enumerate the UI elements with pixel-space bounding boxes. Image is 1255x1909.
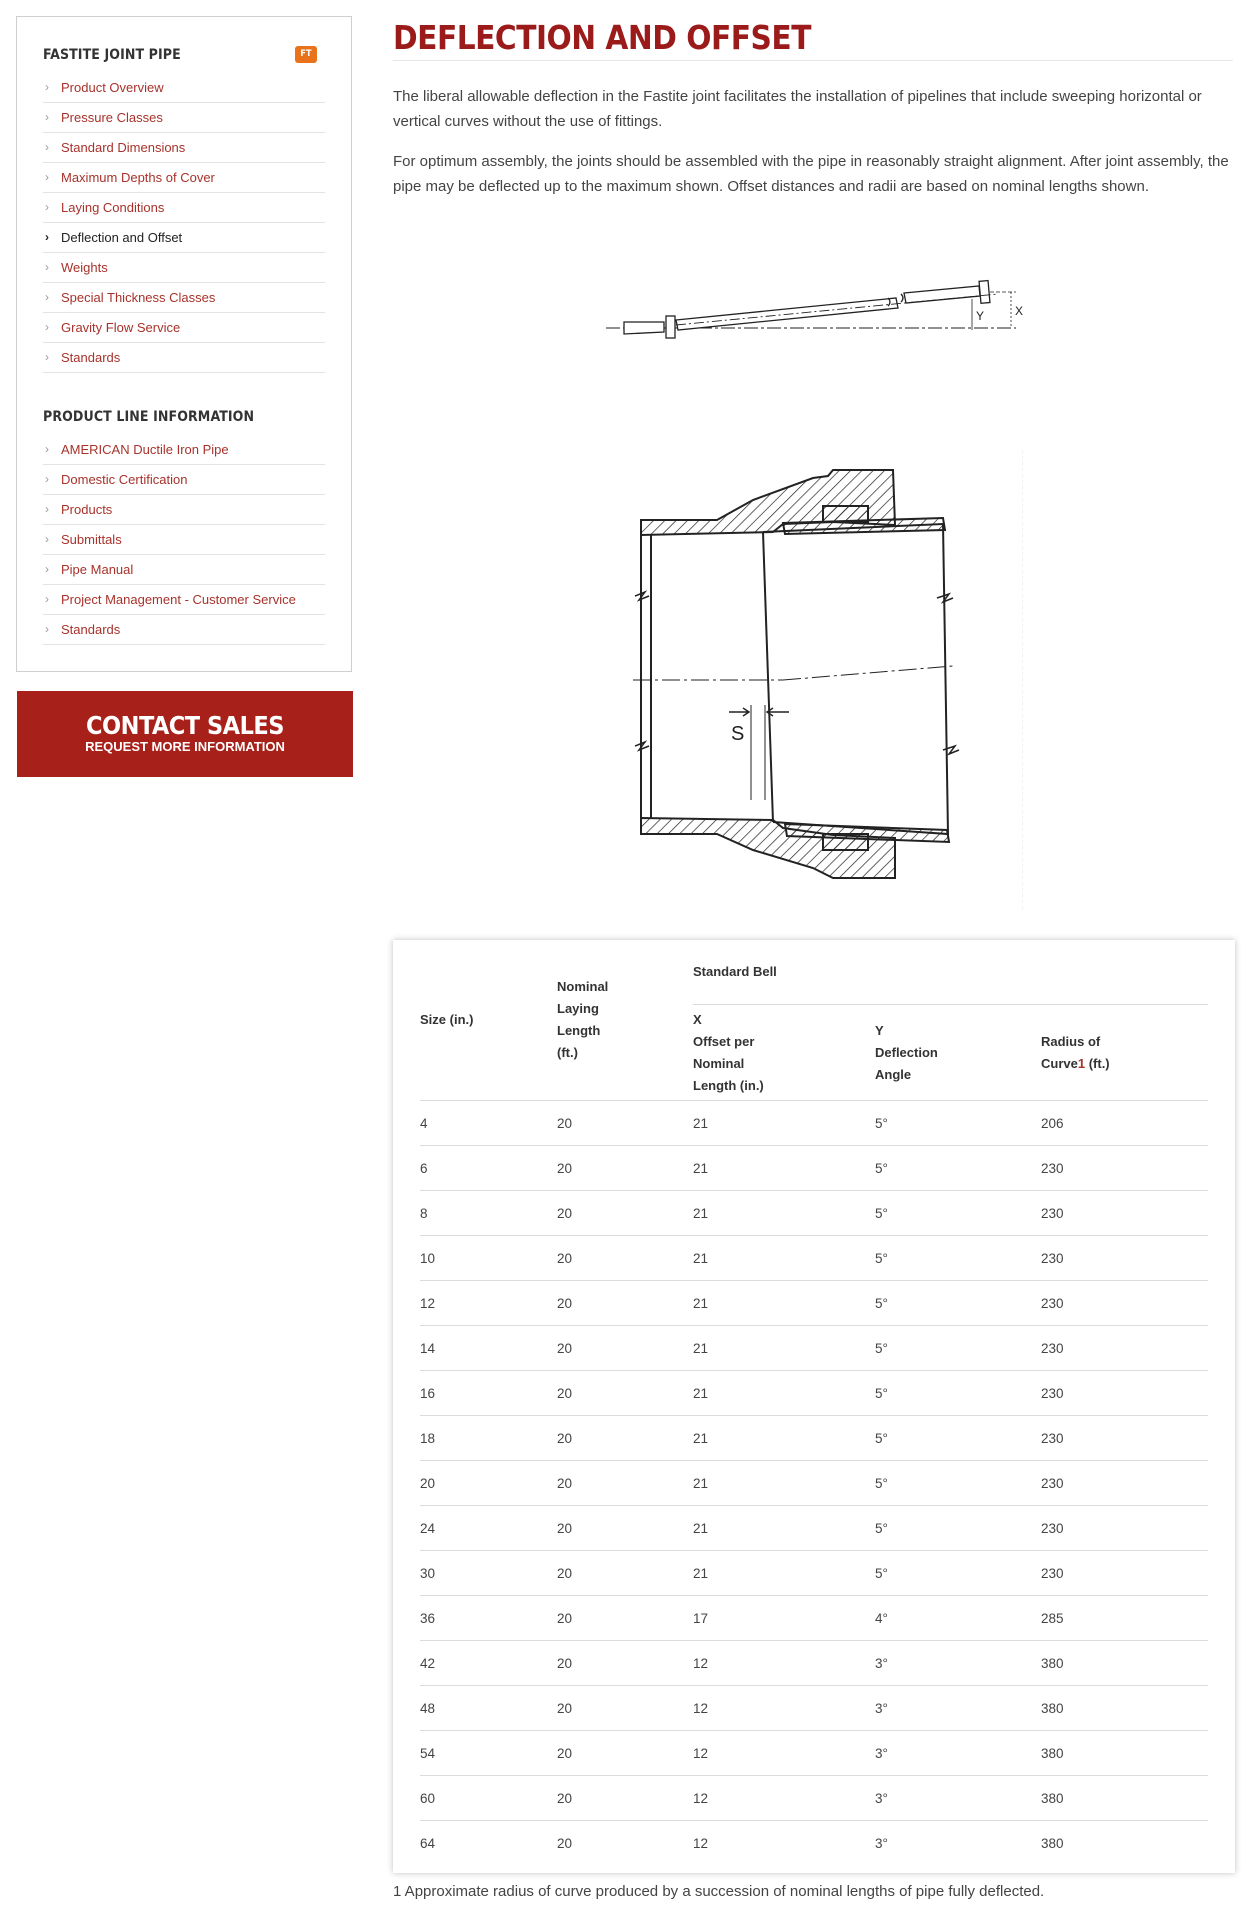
col-header-offset-text: Offset per Nominal Length (in.) [693, 1033, 764, 1093]
cell-angle: 3° [875, 1776, 1041, 1821]
chevron-right-icon: › [45, 622, 49, 636]
sidebar-item-pipe-manual[interactable] [43, 555, 325, 585]
intro-paragraph: The liberal allowable deflection in the Fastite joint facilitates the installation of pipelines that include sweeping horizontal or vertical curves without the use of fittings. [393, 88, 1202, 130]
cell-length: 20 [557, 1641, 693, 1686]
sidebar-item-maximum-depths-of-cover[interactable] [43, 163, 325, 193]
sidebar-item-product-overview[interactable] [43, 73, 325, 103]
chevron-right-icon: › [45, 140, 49, 154]
table-row [420, 1101, 1208, 1146]
cell-length: 20 [557, 1371, 693, 1416]
cell-length: 20 [557, 1731, 693, 1776]
table-body [420, 1101, 1208, 1866]
cell-size: 16 [420, 1371, 557, 1416]
table-row [420, 1236, 1208, 1281]
assembly-paragraph: For optimum assembly, the joints should be assembled with the pipe in reasonably straight alignment. After joint assembly, the pipe may be deflected up to the maximum shown. Offset distances and radii are based on nominal lengths shown. [393, 153, 1229, 195]
cell-length: 20 [557, 1101, 693, 1146]
fastite-badge-icon: FT [295, 46, 317, 63]
table-row [420, 1731, 1208, 1776]
cell-offset: 21 [693, 1281, 875, 1326]
cell-size: 8 [420, 1191, 557, 1236]
col-header-angle [875, 1005, 1041, 1101]
chevron-right-icon: › [45, 230, 49, 244]
cell-offset: 21 [693, 1191, 875, 1236]
cell-radius: 230 [1041, 1281, 1208, 1326]
col-header-nominal-text: Nominal Laying Length (ft.) [557, 979, 609, 1060]
cell-angle: 3° [875, 1731, 1041, 1776]
cell-size: 14 [420, 1326, 557, 1371]
cell-offset: 21 [693, 1506, 875, 1551]
table-row [420, 1461, 1208, 1506]
cell-offset: 17 [693, 1596, 875, 1641]
col-header-offset-letter: X [693, 1011, 702, 1027]
cell-offset: 21 [693, 1416, 875, 1461]
sidebar-item-standards[interactable] [43, 343, 325, 373]
sidebar-item-project-management-customer-service[interactable] [43, 585, 325, 615]
footnote-text: Approximate radius of curve produced by a succession of nominal lengths of pipe fully deflected. [401, 1883, 1045, 1900]
cell-length: 20 [557, 1236, 693, 1281]
cell-radius: 285 [1041, 1596, 1208, 1641]
sidebar-section-product-line [43, 405, 325, 645]
diagram-label-y: Y [976, 309, 985, 323]
cell-offset: 21 [693, 1461, 875, 1506]
cell-length: 20 [557, 1461, 693, 1506]
sidebar-item-pressure-classes[interactable] [43, 103, 325, 133]
chevron-right-icon: › [45, 260, 49, 274]
cell-offset: 21 [693, 1371, 875, 1416]
cell-angle: 3° [875, 1686, 1041, 1731]
cell-angle: 5° [875, 1191, 1041, 1236]
table-row [420, 1506, 1208, 1551]
sidebar-item-weights[interactable] [43, 253, 325, 283]
cell-angle: 5° [875, 1236, 1041, 1281]
contact-sales-subtitle: REQUEST MORE INFORMATION [85, 739, 285, 754]
sidebar-item-label: Laying Conditions [61, 200, 165, 215]
col-header-size: Size (in.) [420, 1012, 474, 1027]
cell-radius: 230 [1041, 1416, 1208, 1461]
chevron-right-icon: › [45, 290, 49, 304]
cell-length: 20 [557, 1551, 693, 1596]
cell-angle: 5° [875, 1281, 1041, 1326]
chevron-right-icon: › [45, 320, 49, 334]
table-row [420, 1641, 1208, 1686]
diagram-label-x: X [1015, 304, 1024, 318]
cell-offset: 21 [693, 1101, 875, 1146]
sidebar-list-fastite [43, 73, 325, 373]
cell-size: 64 [420, 1821, 557, 1866]
sidebar-item-gravity-flow-service[interactable] [43, 313, 325, 343]
cell-angle: 5° [875, 1101, 1041, 1146]
footnote-ref-link[interactable]: 1 [1077, 1055, 1086, 1071]
cell-radius: 230 [1041, 1371, 1208, 1416]
cell-size: 4 [420, 1101, 557, 1146]
chevron-right-icon: › [45, 350, 49, 364]
cell-size: 48 [420, 1686, 557, 1731]
cell-size: 60 [420, 1776, 557, 1821]
sidebar-heading-text: FASTITE JOINT PIPE [43, 47, 181, 63]
table-row [420, 1326, 1208, 1371]
table-footnote [393, 1883, 1044, 1900]
table-row [420, 1551, 1208, 1596]
cell-length: 20 [557, 1596, 693, 1641]
deflection-table-card [393, 940, 1235, 1873]
pipe-deflection-diagram [606, 268, 1026, 348]
cell-size: 10 [420, 1236, 557, 1281]
sidebar-heading-fastite [43, 43, 325, 67]
sidebar-item-label: Domestic Certification [61, 472, 188, 487]
cell-length: 20 [557, 1776, 693, 1821]
col-header-angle-text: Deflection Angle [875, 1044, 938, 1082]
deflection-table [420, 940, 1208, 1865]
table-row [420, 1686, 1208, 1731]
sidebar-item-label: Product Overview [61, 80, 164, 95]
table-row [420, 1146, 1208, 1191]
cell-angle: 3° [875, 1641, 1041, 1686]
cell-length: 20 [557, 1686, 693, 1731]
cell-radius: 380 [1041, 1641, 1208, 1686]
sidebar-item-label: Standard Dimensions [61, 140, 186, 155]
cell-angle: 5° [875, 1461, 1041, 1506]
chevron-right-icon: › [45, 502, 49, 516]
cell-length: 20 [557, 1416, 693, 1461]
col-header-radius [1041, 1005, 1208, 1101]
cell-radius: 380 [1041, 1686, 1208, 1731]
col-header-standard-bell: Standard Bell [693, 940, 1208, 1005]
sidebar-item-label: Standards [61, 350, 121, 365]
sidebar-item-label: Products [61, 502, 113, 517]
chevron-right-icon: › [45, 80, 49, 94]
sidebar-section-fastite [43, 43, 325, 373]
cell-size: 6 [420, 1146, 557, 1191]
footnote-number: 1 [393, 1883, 402, 1900]
cell-angle: 5° [875, 1326, 1041, 1371]
cell-length: 20 [557, 1326, 693, 1371]
cell-radius: 230 [1041, 1146, 1208, 1191]
cell-offset: 12 [693, 1731, 875, 1776]
col-header-angle-letter: Y [875, 1022, 884, 1038]
cell-radius: 380 [1041, 1776, 1208, 1821]
cell-length: 20 [557, 1281, 693, 1326]
cell-length: 20 [557, 1191, 693, 1236]
cell-angle: 4° [875, 1596, 1041, 1641]
sidebar-item-label: AMERICAN Ductile Iron Pipe [61, 442, 229, 457]
sidebar-item-laying-conditions[interactable] [43, 193, 325, 223]
cell-offset: 21 [693, 1326, 875, 1371]
sidebar-item-domestic-certification[interactable] [43, 465, 325, 495]
sidebar-item-label: Standards [61, 622, 121, 637]
sidebar-item-label: Special Thickness Classes [61, 290, 216, 305]
joint-cross-section-diagram [633, 450, 1023, 910]
chevron-right-icon: › [45, 110, 49, 124]
table-row [420, 1596, 1208, 1641]
cell-angle: 5° [875, 1506, 1041, 1551]
table-row [420, 1416, 1208, 1461]
cell-radius: 230 [1041, 1236, 1208, 1281]
chevron-right-icon: › [45, 200, 49, 214]
chevron-right-icon: › [45, 562, 49, 576]
cell-size: 18 [420, 1416, 557, 1461]
table-row [420, 1821, 1208, 1866]
table-row [420, 1776, 1208, 1821]
sidebar-item-label: Deflection and Offset [61, 230, 183, 245]
cell-size: 24 [420, 1506, 557, 1551]
cell-angle: 5° [875, 1551, 1041, 1596]
cell-size: 20 [420, 1461, 557, 1506]
sidebar-item-products[interactable] [43, 495, 325, 525]
cell-size: 12 [420, 1281, 557, 1326]
col-header-nominal [557, 940, 693, 1101]
cell-radius: 230 [1041, 1551, 1208, 1596]
table-row [420, 1371, 1208, 1416]
chevron-right-icon: › [45, 592, 49, 606]
contact-sales-title: CONTACT SALES [86, 711, 284, 740]
cell-offset: 12 [693, 1686, 875, 1731]
table-row [420, 1281, 1208, 1326]
cell-angle: 5° [875, 1416, 1041, 1461]
cell-length: 20 [557, 1146, 693, 1191]
cell-angle: 5° [875, 1371, 1041, 1416]
chevron-right-icon: › [45, 170, 49, 184]
sidebar-item-standards[interactable] [43, 615, 325, 645]
cell-radius: 230 [1041, 1191, 1208, 1236]
cell-offset: 12 [693, 1821, 875, 1866]
cell-size: 30 [420, 1551, 557, 1596]
cell-length: 20 [557, 1506, 693, 1551]
contact-sales-button[interactable] [17, 691, 353, 777]
page-title: DEFLECTION AND OFFSET [393, 18, 811, 57]
cell-offset: 21 [693, 1551, 875, 1596]
cell-angle: 5° [875, 1146, 1041, 1191]
cell-radius: 230 [1041, 1461, 1208, 1506]
diagram-label-s: S [731, 723, 745, 745]
sidebar-item-submittals[interactable] [43, 525, 325, 555]
table-row [420, 1191, 1208, 1236]
sidebar-item-label: Project Management - Customer Service [61, 592, 296, 607]
cell-offset: 12 [693, 1776, 875, 1821]
cell-radius: 380 [1041, 1731, 1208, 1776]
cell-length: 20 [557, 1821, 693, 1866]
col-header-radius-text: Radius of Curve [1041, 1033, 1101, 1071]
sidebar-list-product-line [43, 435, 325, 645]
cell-size: 36 [420, 1596, 557, 1641]
col-header-radius-unit: (ft.) [1085, 1055, 1110, 1071]
cell-radius: 206 [1041, 1101, 1208, 1146]
sidebar-item-label: Gravity Flow Service [61, 320, 181, 335]
sidebar-item-standard-dimensions[interactable] [43, 133, 325, 163]
chevron-right-icon: › [45, 472, 49, 486]
chevron-right-icon: › [45, 532, 49, 546]
sidebar-item-label: Maximum Depths of Cover [61, 170, 215, 185]
title-divider [393, 60, 1233, 61]
sidebar-item-american-ductile-iron-pipe[interactable] [43, 435, 325, 465]
sidebar-item-label: Pipe Manual [61, 562, 134, 577]
sidebar-item-label: Weights [61, 260, 108, 275]
sidebar-item-label: Submittals [61, 532, 122, 547]
sidebar-item-label: Pressure Classes [61, 110, 163, 125]
cell-size: 42 [420, 1641, 557, 1686]
col-header-offset [693, 1005, 875, 1101]
cell-radius: 230 [1041, 1506, 1208, 1551]
cell-radius: 230 [1041, 1326, 1208, 1371]
sidebar-nav [16, 16, 352, 672]
cell-offset: 12 [693, 1641, 875, 1686]
sidebar-heading-product-line: PRODUCT LINE INFORMATION [43, 409, 255, 425]
sidebar-item-deflection-and-offset[interactable] [43, 223, 325, 253]
cell-angle: 3° [875, 1821, 1041, 1866]
cell-radius: 380 [1041, 1821, 1208, 1866]
cell-size: 54 [420, 1731, 557, 1776]
chevron-right-icon: › [45, 442, 49, 456]
cell-offset: 21 [693, 1236, 875, 1281]
sidebar-item-special-thickness-classes[interactable] [43, 283, 325, 313]
cell-offset: 21 [693, 1146, 875, 1191]
